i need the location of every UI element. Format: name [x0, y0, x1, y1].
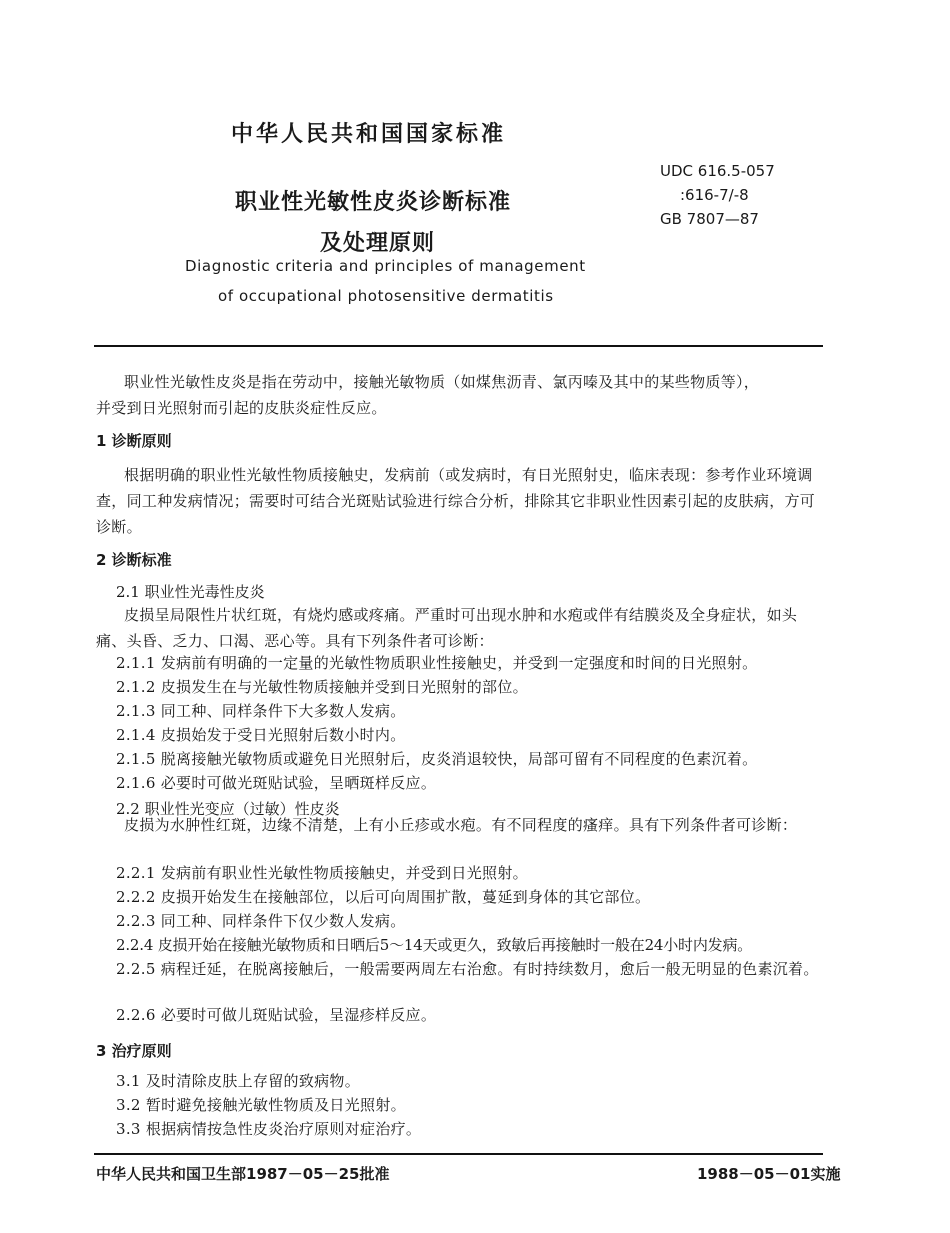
list-item-2-2-2: 2.2.2 皮损开始发生在接触部位，以后可向周围扩散，蔓延到身体的其它部位。	[116, 888, 651, 906]
section-heading-2: 2 诊断标准	[96, 551, 172, 569]
list-item-2-1-3: 2.1.3 同工种、同样条件下大多数人发病。	[116, 702, 406, 720]
list-item-2-2-4: 2.2.4 皮损开始在接触光敏物质和日晒后5～14天或更久，致敏后再接触时一般在24小时内发病。	[116, 936, 753, 954]
intro-line2: 并受到日光照射而引起的皮肤炎症性反应。	[96, 399, 387, 417]
english-title-line2: of occupational photosensitive dermatitis	[218, 287, 554, 305]
list-item-2-2-3: 2.2.3 同工种、同样条件下仅少数人发病。	[116, 912, 406, 930]
list-item-2-1-4: 2.1.4 皮损始发于受日光照射后数小时内。	[116, 726, 406, 744]
header-divider	[94, 345, 823, 347]
list-item-2-1-2: 2.1.2 皮损发生在与光敏性物质接触并受到日光照射的部位。	[116, 678, 528, 696]
gb-number: GB 7807—87	[660, 210, 759, 228]
document-title-line1: 职业性光敏性皮炎诊断标准	[235, 190, 512, 215]
subsection-2-2-paragraph: 皮损为水肿性红斑，边缘不清楚，上有小丘疹或水疱。有不同程度的瘙痒。具有下列条件者可诊断：	[124, 816, 798, 834]
list-item-2-2-1: 2.2.1 发病前有职业性光敏性物质接触史，并受到日光照射。	[116, 864, 528, 882]
section-heading-3: 3 治疗原则	[96, 1042, 172, 1060]
udc-code: UDC 616.5-057	[660, 162, 775, 180]
list-item-3-3: 3.3 根据病情按急性皮炎治疗原则对症治疗。	[116, 1120, 422, 1138]
footer-divider	[94, 1153, 823, 1155]
subsection-2-1-paragraph: 皮损呈局限性片状红斑，有烧灼感或疼痛。严重时可出现水肿和水疱或伴有结膜炎及全身症状，如头痛、头昏、乏力、口渴、恶心等。具有下列条件者可诊断：	[96, 606, 798, 650]
section-heading-1: 1 诊断原则	[96, 432, 172, 450]
subsection-heading-2-1: 2.1 职业性光毒性皮炎	[116, 583, 265, 601]
list-item-2-1-5: 2.1.5 脱离接触光敏物质或避免日光照射后，皮炎消退较快，局部可留有不同程度的色素沉着。	[116, 750, 758, 768]
list-item-3-1: 3.1 及时清除皮肤上存留的致病物。	[116, 1072, 361, 1090]
english-title-line1: Diagnostic criteria and principles of management	[185, 257, 586, 275]
subsection-heading-2-2: 2.2 职业性光变应（过敏）性皮炎	[116, 800, 340, 818]
udc-code-continued: :616-7/-8	[680, 186, 749, 204]
list-item-2-2-6: 2.2.6 必要时可做儿斑贴试验，呈湿疹样反应。	[116, 1006, 437, 1024]
section1-paragraph: 根据明确的职业性光敏性物质接触史，发病前（或发病时，有日光照射史，临床表现：参考作业环境调查，同工种发病情况；需要时可结合光斑贴试验进行综合分析，排除其它非职业性因素引起的皮肤病，方可诊断。	[96, 466, 816, 536]
standard-org-title: 中华人民共和国国家标准	[231, 122, 507, 147]
approval-date: 中华人民共和国卫生部1987－05－25批准	[96, 1165, 390, 1183]
list-item-2-2-5: 2.2.5 病程迁延，在脱离接触后，一般需要两周左右治愈。有时持续数月，愈后一般无明显的色素沉着。	[116, 960, 819, 978]
effective-date: 1988－05－01实施	[697, 1165, 841, 1183]
document-title-line2: 及处理原则	[320, 231, 436, 256]
list-item-2-1-1: 2.1.1 发病前有明确的一定量的光敏性物质职业性接触史，并受到一定强度和时间的日光照射。	[116, 654, 758, 672]
list-item-3-2: 3.2 暂时避免接触光敏性物质及日光照射。	[116, 1096, 406, 1114]
list-item-2-1-6: 2.1.6 必要时可做光斑贴试验，呈晒斑样反应。	[116, 774, 437, 792]
intro-line1: 职业性光敏性皮炎是指在劳动中，接触光敏物质（如煤焦沥青、氯丙嗪及其中的某些物质等），	[124, 373, 760, 391]
